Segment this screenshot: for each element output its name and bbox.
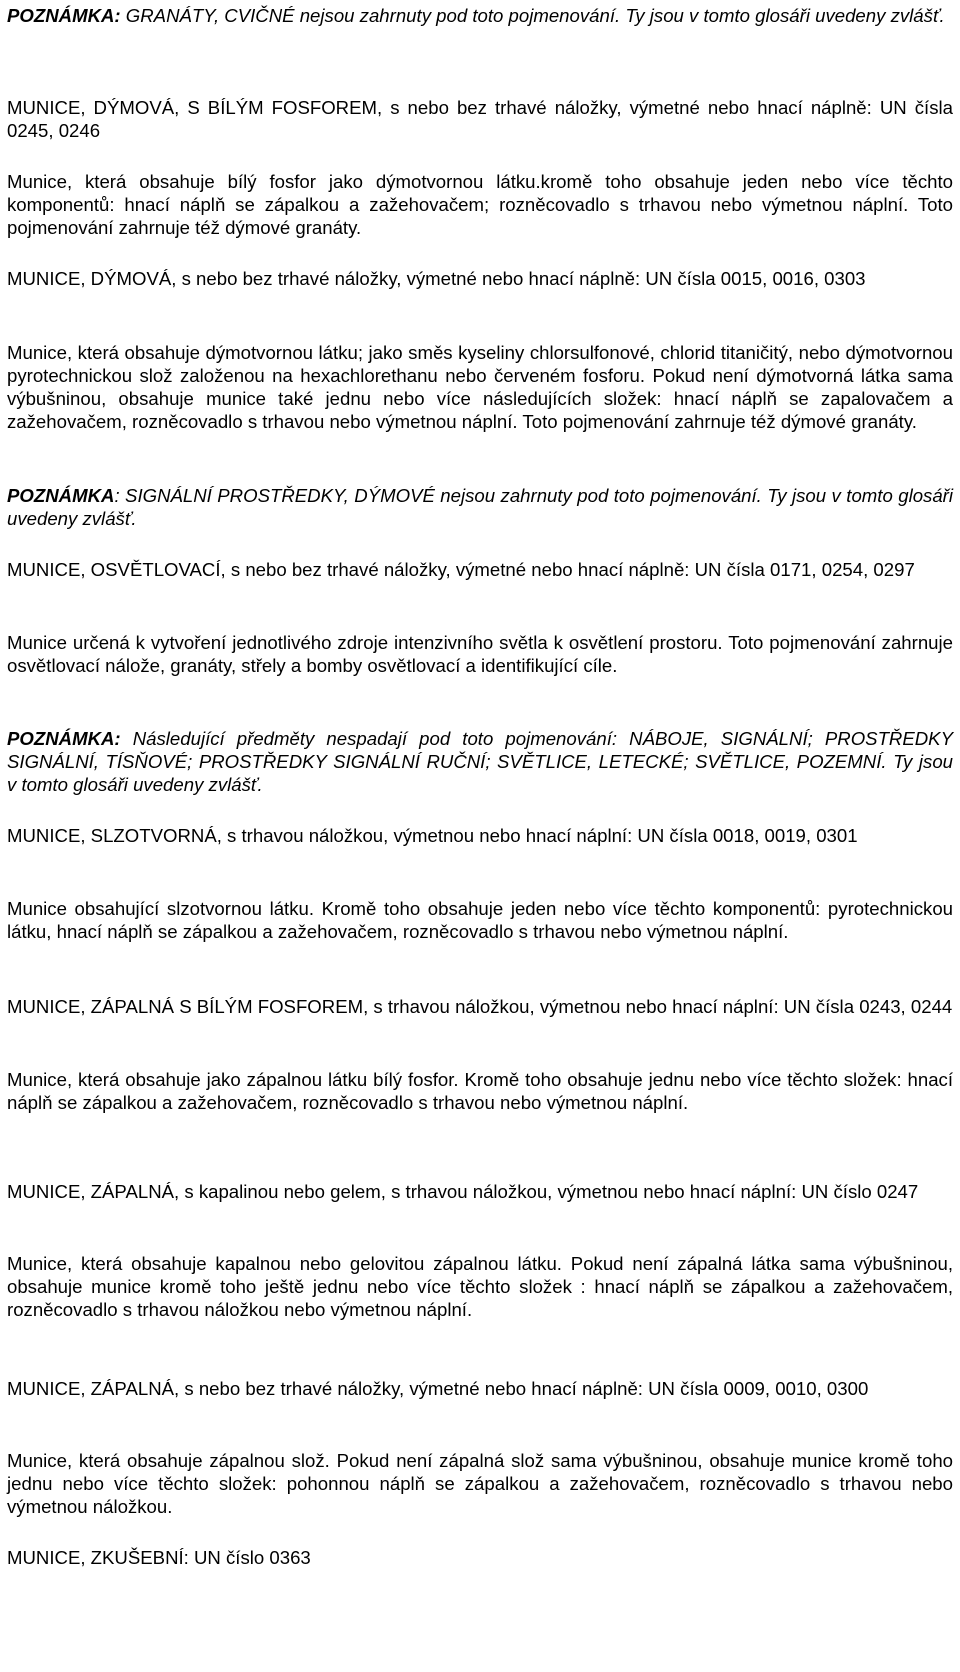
entry-description: Munice, která obsahuje bílý fosfor jako dýmotvornou látku.kromě toho obsahuje jeden nebo více těchto komponentů: hnací náplň se zápalkou a zažehovačem; rozněcovadlo s trhavou nebo výmetnou náplní. Toto pojmenování zahrnuje též dýmové granáty. [7,171,953,238]
entry-body-incendiary [7,1449,953,1518]
entry-heading-smoke [7,267,953,290]
entry-description: Munice, která obsahuje jako zápalnou látku bílý fosfor. Kromě toho obsahuje jednu nebo více těchto složek: hnací náplň se zápalkou a zažehovačem, rozněcovadlo s trhavou nebo výmetnou náplní. [7,1069,953,1113]
entry-description: Munice, která obsahuje zápalnou slož. Pokud není zápalná slož sama výbušninou, obsahuje munice kromě toho jednu nebo více těchto složek: pohonnou náplň se zápalkou a zažehovačem, rozněcovadlo s trhavou nebo výmetnou náložkou. [7,1450,953,1517]
entry-body-tear [7,897,953,943]
entry-body-smoke [7,341,953,433]
entry-heading: MUNICE, ZÁPALNÁ, s kapalinou nebo gelem, s trhavou náložkou, výmetnou nebo hnací náplní: UN číslo 0247 [7,1181,919,1202]
entry-body-smoke-white-phosphorus [7,170,953,239]
note-text: Následující předměty nespadají pod toto pojmenování: NÁBOJE, SIGNÁLNÍ; PROSTŘEDKY SIGNÁLNÍ, TÍSŇOVÉ; PROSTŘEDKY SIGNÁLNÍ RUČNÍ; SVĚTLICE, LETECKÉ; SVĚTLICE, POZEMNÍ. Ty jsou v tomto glosáři uvedeny zvlášť. [7,728,953,795]
note-label: POZNÁMKA: [7,728,121,749]
note-illuminating-exclusions [7,727,953,796]
entry-body-incendiary-white-phosphorus [7,1068,953,1114]
entry-heading: MUNICE, ZKUŠEBNÍ: UN číslo 0363 [7,1547,311,1568]
entry-heading: MUNICE, OSVĚTLOVACÍ, s nebo bez trhavé náložky, výmetné nebo hnací náplně: UN čísla 0171, 0254, 0297 [7,559,915,580]
entry-description: Munice obsahující slzotvornou látku. Kromě toho obsahuje jeden nebo více těchto komponentů: pyrotechnickou látku, hnací náplň se zápalkou a zažehovačem, rozněcovadlo s trhavou nebo výmetnou náplní. [7,898,953,942]
entry-heading: MUNICE, ZÁPALNÁ, s nebo bez trhavé náložky, výmetné nebo hnací náplně: UN čísla 0009, 0010, 0300 [7,1378,869,1399]
note-text: : SIGNÁLNÍ PROSTŘEDKY, DÝMOVÉ nejsou zahrnuty pod toto pojmenování. Ty jsou v tomto glosáři uvedeny zvlášť. [7,485,953,529]
entry-description: Munice, která obsahuje kapalnou nebo gelovitou zápalnou látku. Pokud není zápalná látka sama výbušninou, obsahuje munice kromě toho ještě jednu nebo více těchto složek : hnací náplň se zápalkou a zažehovačem, rozněcovadlo s trhavou náložkou nebo výmetnou náplní. [7,1253,953,1320]
note-text: GRANÁTY, CVIČNÉ nejsou zahrnuty pod toto pojmenování. Ty jsou v tomto glosáři uvedeny zvlášť. [120,5,945,26]
entry-description: Munice, která obsahuje dýmotvornou látku; jako směs kyseliny chlorsulfonové, chlorid titaničitý, nebo dýmotvornou pyrotechnickou slož založenou na hexachlorethanu nebo červeném fosforu. Pokud není dýmotvorná látka sama výbušninou, obsahuje munice také jednu nebo více následujících složek: hnací náplň se zapalovačem a zažehovačem, rozněcovadlo s trhavou nebo výmetnou náplní. Toto pojmenování zahrnuje též dýmové granáty. [7,342,953,432]
entry-heading-incendiary-liquid-gel [7,1180,953,1203]
entry-body-incendiary-liquid-gel [7,1252,953,1321]
note-label: POZNÁMKA [7,485,115,506]
note-label: POZNÁMKA: [7,5,121,26]
entry-heading-illuminating [7,558,953,581]
entry-body-illuminating [7,631,953,677]
entry-description: Munice určená k vytvoření jednotlivého zdroje intenzivního světla k osvětlení prostoru. Toto pojmenování zahrnuje osvětlovací nálože, granáty, střely a bomby osvětlovací a identifikující cíle. [7,632,953,676]
entry-heading-incendiary [7,1377,953,1400]
entry-heading: MUNICE, DÝMOVÁ, S BÍLÝM FOSFOREM, s nebo bez trhavé náložky, výmetné nebo hnací náplně: UN čísla 0245, 0246 [7,97,953,141]
entry-heading: MUNICE, ZÁPALNÁ S BÍLÝM FOSFOREM, s trhavou náložkou, výmetnou nebo hnací náplní: UN čísla 0243, 0244 [7,996,953,1017]
entry-heading: MUNICE, DÝMOVÁ, s nebo bez trhavé náložky, výmetné nebo hnací náplně: UN čísla 0015, 0016, 0303 [7,268,866,289]
entry-heading-practice [7,1546,953,1569]
entry-heading-incendiary-white-phosphorus [7,995,953,1018]
note-signal-smoke [7,484,953,530]
entry-heading-smoke-white-phosphorus [7,96,953,142]
note-practice-grenades [7,4,953,27]
entry-heading-tear [7,824,953,847]
entry-heading: MUNICE, SLZOTVORNÁ, s trhavou náložkou, výmetnou nebo hnací náplní: UN čísla 0018, 0019, 0301 [7,825,858,846]
